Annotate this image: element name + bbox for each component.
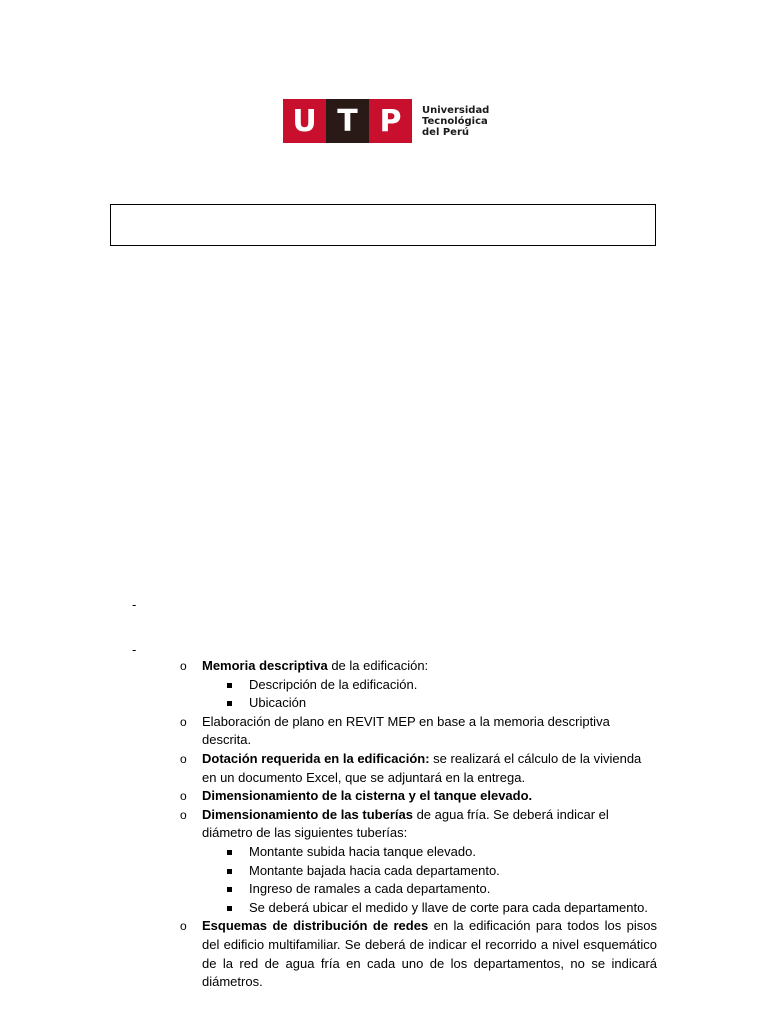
list-item xyxy=(0,657,657,676)
sub-list-item-text: Descripción de la edificación. xyxy=(249,676,418,692)
dash-bullet-1: - xyxy=(132,597,137,612)
sub-list-item-text: Ingreso de ramales a cada departamento. xyxy=(249,881,491,897)
circle-bullet-icon: o xyxy=(180,789,187,804)
logo-letter-u: U xyxy=(283,99,326,143)
square-bullet-icon xyxy=(227,906,232,911)
requirements-list xyxy=(0,657,768,992)
sub-list-item-text: Se deberá ubicar el medido y llave de corte para cada departamento. xyxy=(249,899,648,915)
list-item xyxy=(0,917,657,991)
title-box xyxy=(110,204,656,246)
list-item xyxy=(0,806,657,843)
list-item xyxy=(0,787,657,806)
list-item-bold: Dimensionamiento de las tuberías xyxy=(202,806,413,822)
list-item-text: en la edificación para todos los pisos del edificio multifamiliar. Se deberá de indicar el recorrido a nivel esquemático de la red de agua fría en cada uno de los departamentos, no se indicará diámetros. xyxy=(202,918,657,990)
utp-logo xyxy=(283,99,489,143)
list-item xyxy=(0,713,657,750)
logo-name-line-3: del Perú xyxy=(422,126,470,138)
sub-list-item xyxy=(0,862,768,881)
sub-list-item xyxy=(0,880,768,899)
square-bullet-icon xyxy=(227,869,232,874)
list-item-text: Elaboración de plano en REVIT MEP en base a la memoria descriptiva descrita. xyxy=(202,713,610,748)
circle-bullet-icon: o xyxy=(180,919,187,934)
logo-name-line-2: Tecnológica xyxy=(422,115,488,127)
square-bullet-icon xyxy=(227,887,232,892)
list-item-bold: Dimensionamiento de la cisterna y el tanque elevado. xyxy=(202,788,533,804)
list-item xyxy=(0,750,657,787)
sub-list-item xyxy=(0,676,768,695)
list-item-bold: Dotación requerida en la edificación: xyxy=(202,750,430,766)
circle-bullet-icon: o xyxy=(180,807,187,822)
logo-name-line-1: Universidad xyxy=(422,104,490,116)
list-item-bold: Esquemas de distribución de redes xyxy=(202,918,429,934)
dash-bullet-2: - xyxy=(132,642,137,657)
square-bullet-icon xyxy=(227,701,232,706)
list-item-text: de la edificación: xyxy=(327,658,429,673)
logo-letter-p: P xyxy=(369,99,412,143)
list-item-text: se realizará el cálculo de la vivienda en un documento Excel, que se adjuntará en la entrega. xyxy=(202,750,642,785)
logo-letter-t: T xyxy=(326,99,369,143)
sub-list-item xyxy=(0,843,768,862)
circle-bullet-icon: o xyxy=(180,751,187,766)
sub-list-item-text: Montante bajada hacia cada departamento. xyxy=(249,862,500,878)
square-bullet-icon xyxy=(227,683,232,688)
sub-list-item xyxy=(0,694,768,713)
circle-bullet-icon: o xyxy=(180,659,187,673)
sub-list-item xyxy=(0,899,768,918)
list-item-text: de agua fría. Se deberá indicar el diámetro de las siguientes tuberías: xyxy=(202,806,609,841)
sub-list-item-text: Montante subida hacia tanque elevado. xyxy=(249,843,476,859)
circle-bullet-icon: o xyxy=(180,714,187,729)
logo-university-name xyxy=(422,105,489,138)
list-item-bold: Memoria descriptiva xyxy=(202,658,328,673)
square-bullet-icon xyxy=(227,850,232,855)
sub-list-item-text: Ubicación xyxy=(249,695,307,711)
